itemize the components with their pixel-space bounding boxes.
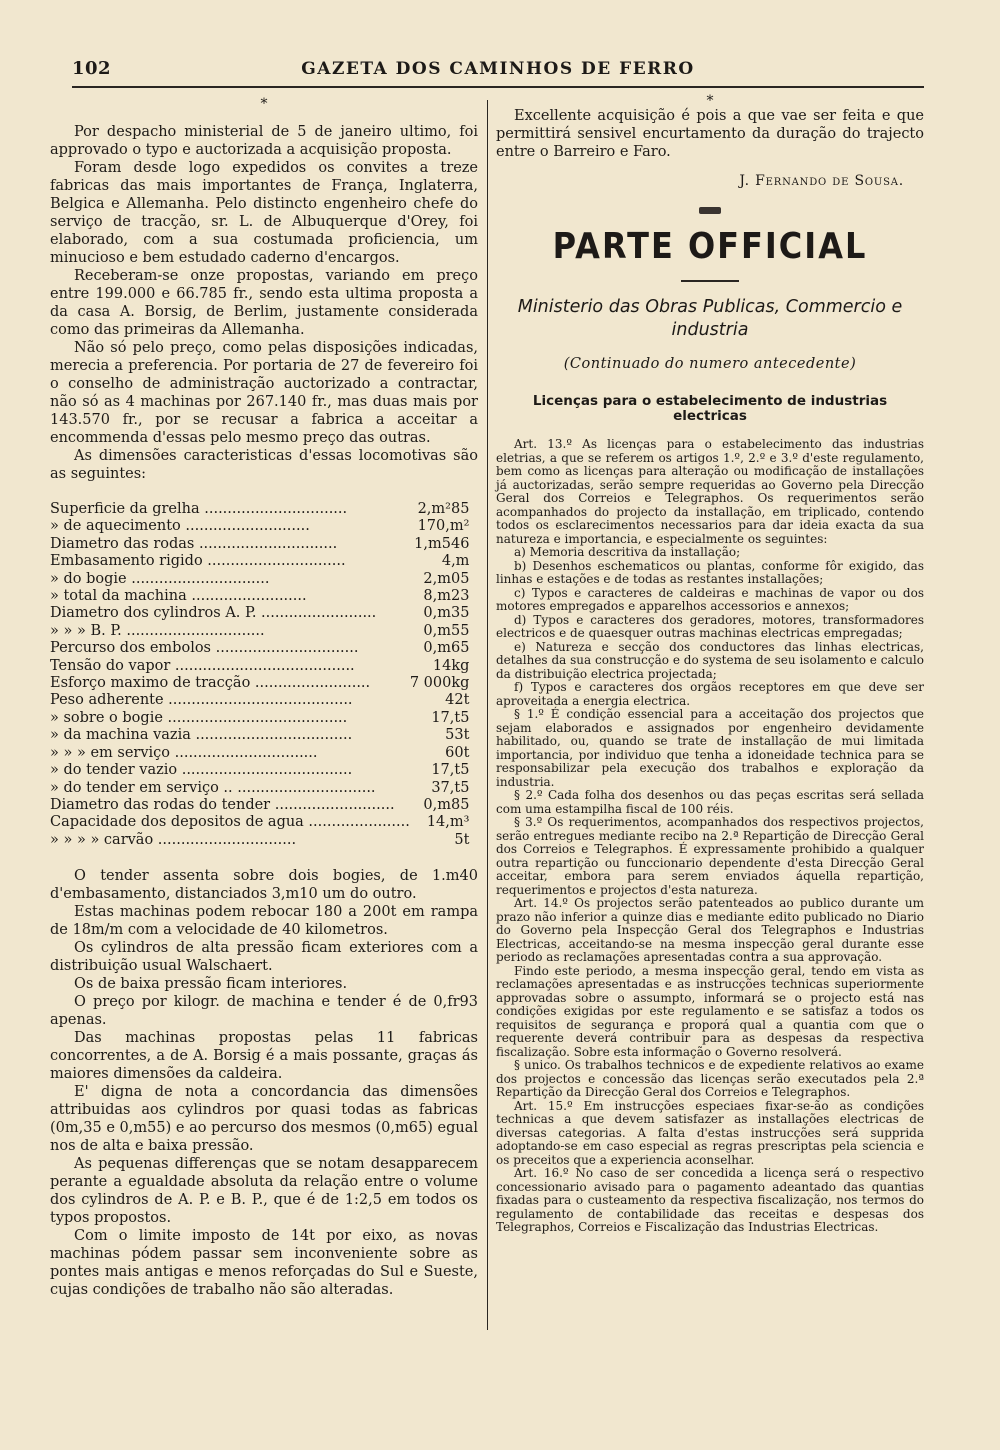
spec-row bbox=[50, 797, 481, 814]
locomotive-specs-table bbox=[50, 501, 481, 849]
law-item: d) Typos e caracteres dos geradores, motores, transformadores electricos e de quaesquer outras machinas electricas empregadas; bbox=[496, 612, 924, 640]
divider bbox=[681, 280, 739, 282]
paragraph: As pequenas differenças que se notam desapparecem perante a egualdade absoluta da relação entre o volume dos cylindros de A. P. e B. P., que é de 1:2,5 em todos os typos propostos. bbox=[50, 1156, 478, 1227]
law-paragraph: Art. 15.º Em instrucções especiaes fixar-se-ão as condições technicas a que devem satisfazer as installações electricas de diversas categorias. A falta d'estas instrucções será supprida adoptando-se em caso especial as regras prescriptas pela sciencia e os preceitos que a experiencia aconselhar. bbox=[496, 1098, 924, 1167]
spec-value: 170,m² bbox=[417, 518, 470, 535]
spec-label: Peso adherente ........................................ bbox=[50, 692, 353, 709]
law-paragraph: § 2.º Cada folha dos desenhos ou das peças escritas será sellada com uma estampilha fiscal de 100 réis. bbox=[496, 788, 924, 816]
spec-label: Embasamento rigido .............................. bbox=[50, 553, 346, 570]
spec-value: 37,t5 bbox=[431, 779, 470, 796]
left-column bbox=[50, 95, 478, 1299]
spec-value: 17,t5 bbox=[431, 709, 470, 726]
spec-row bbox=[50, 710, 481, 727]
spec-label: Superficie da grelha ............................... bbox=[50, 501, 348, 517]
spec-label: » » » em serviço ............................... bbox=[50, 744, 318, 761]
spec-value: 2,m05 bbox=[423, 570, 470, 587]
paragraph: Estas machinas podem rebocar 180 a 200t em rampa de 18m/m com a velocidade de 40 kilometros. bbox=[50, 904, 478, 939]
spec-label: Diametro das rodas do tender .......................... bbox=[50, 796, 395, 813]
ornament-icon bbox=[496, 199, 924, 218]
spec-row bbox=[50, 814, 481, 831]
spec-value: 17,t5 bbox=[431, 762, 470, 779]
law-body bbox=[496, 438, 924, 1235]
spec-row bbox=[50, 727, 481, 744]
spec-label: » da machina vazia .................................. bbox=[50, 727, 353, 744]
paragraph: Os cylindros de alta pressão ficam exteriores com a distribuição usual Walschaert. bbox=[50, 940, 478, 975]
spec-label: Percurso dos embolos ............................... bbox=[50, 640, 359, 657]
spec-label: Tensão do vapor ....................................... bbox=[50, 657, 355, 674]
column-divider bbox=[487, 100, 488, 1330]
law-item: c) Typos e caracteres de caldeiras e machinas de vapor ou dos motores empregados e apparelhos accessorios e annexos; bbox=[496, 585, 924, 613]
section-star: * bbox=[706, 93, 714, 109]
spec-value: 0,m35 bbox=[423, 605, 470, 622]
spec-value: 7 000kg bbox=[409, 675, 470, 692]
law-paragraph: Art. 14.º Os projectos serão patenteados ao publico durante um prazo não inferior a quinze dias e mediante edito publicado no Diario do Governo pela Inspecção Geral dos Telegraphos e Industrias Electricas, acceitando-se na mesma inspecção geral durante esse periodo as reclamações apresentadas contra a sua approvação. bbox=[496, 896, 924, 964]
spec-row bbox=[50, 745, 481, 762]
spec-row bbox=[50, 640, 481, 657]
spec-row bbox=[50, 780, 481, 797]
law-paragraph: Findo este periodo, a mesma inspecção geral, tendo em vista as reclamações apresentadas e as instrucções technicas superiormente approvadas sobre o assumpto, informará se o projecto está nas condições exigidas por este regulamento e se satisfaz a todos os requisitos de segurança e proporá qual a quantia com que o requerente deverá contribuir para as despesas da respectiva fiscalização. Sobre esta informação o Governo resolverá. bbox=[496, 963, 924, 1059]
law-item: a) Memoria descritiva da installação; bbox=[514, 545, 741, 559]
spec-label: » do tender em serviço .. .............................. bbox=[50, 779, 376, 796]
spec-row bbox=[50, 762, 481, 779]
law-item: f) Typos e caracteres dos orgãos receptores em que deve ser aproveitada a energia electrica. bbox=[496, 680, 924, 708]
spec-row bbox=[50, 692, 481, 709]
law-paragraph: § 3.º Os requerimentos, acompanhados dos respectivos projectos, serão entregues mediante recibo na 2.ª Repartição de Direcção Geral dos Correios e Telegraphos. É expressamente prohibido a qualquer outra repartição ou funccionario dependente d'esta Direcção Geral acceitar, embora para serem enviados áquella repartição, requerimentos e projectos d'esta natureza. bbox=[496, 815, 924, 897]
spec-row bbox=[50, 553, 481, 570]
paragraph: Não só pelo preço, como pelas disposições indicadas, merecia a preferencia. Por portaria de 27 de fevereiro foi o conselho de administração auctorizado a contractar, não só as 4 machinas por 267.140 fr., mas duas mais por 143.570 fr., por se recusar a fabrica a acceitar a encommenda d'essas pelo mesmo preço das outras. bbox=[50, 340, 478, 446]
spec-row bbox=[50, 588, 481, 605]
page-header bbox=[72, 58, 924, 88]
spec-label: Capacidade dos depositos de agua ...................... bbox=[50, 814, 410, 831]
paragraph: Os de baixa pressão ficam interiores. bbox=[74, 976, 348, 993]
spec-label: » de aquecimento ........................... bbox=[50, 518, 310, 535]
spec-value: 53t bbox=[445, 727, 470, 744]
spec-label: Diametro das rodas .............................. bbox=[50, 535, 338, 552]
spec-label: Esforço maximo de tracção ......................... bbox=[50, 675, 371, 692]
paragraph: E' digna de nota a concordancia das dimensões attribuidas aos cylindros por quasi todas as fabricas (0m,35 e 0,m55) e ao percurso dos mesmos (0,m65) egual nos de alta e baixa pressão. bbox=[50, 1084, 478, 1155]
paragraph: Excellente acquisição é pois a que vae ser feita e que permittirá sensivel encurtamento da duração do trajecto entre o Barreiro e Faro. bbox=[496, 108, 924, 160]
spec-label: » » » B. P. .............................. bbox=[50, 622, 265, 639]
spec-value: 2,m²85 bbox=[417, 501, 470, 517]
paragraph: Receberam-se onze propostas, variando em preço entre 199.000 e 66.785 fr., sendo esta ultima proposta a da casa A. Borsig, de Berlim, justamente considerada como das primeiras da Allemanha. bbox=[50, 268, 478, 338]
right-column bbox=[496, 95, 924, 1235]
paragraph: O preço por kilogr. de machina e tender é de 0,fr93 apenas. bbox=[50, 994, 478, 1029]
spec-label: » » » » carvão .............................. bbox=[50, 831, 297, 848]
spec-label: » sobre o bogie ....................................... bbox=[50, 709, 348, 726]
paragraph: Com o limite imposto de 14t por eixo, as novas machinas pódem passar sem inconveniente sobre as pontes mais antigas e menos reforçadas do Sul e Sueste, cujas condições de trabalho não são alteradas. bbox=[50, 1228, 478, 1299]
spec-row bbox=[50, 623, 481, 640]
law-heading: Licenças para o estabelecimento de industrias electricas bbox=[532, 393, 888, 424]
spec-label: » do tender vazio ..................................... bbox=[50, 762, 353, 779]
spec-value: 4,m bbox=[441, 553, 470, 570]
law-paragraph: Art. 16.º No caso de ser concedida a licença será o respectivo concessionario avisado para o pagamento adeantado das quantias fixadas para o custeamento da respectiva fiscalização, nos termos do regulamento de contabilidade das receitas e despesas dos Telegraphos, Correios e Fiscalização das Industrias Electricas. bbox=[496, 1166, 924, 1234]
paragraph: Por despacho ministerial de 5 de janeiro ultimo, foi approvado o typo e auctorizada a acquisição proposta. bbox=[50, 124, 478, 158]
paragraph: O tender assenta sobre dois bogies, de 1.m40 d'embasamento, distanciados 3,m10 um do outro. bbox=[50, 868, 478, 903]
spec-label: » total da machina ......................... bbox=[50, 588, 307, 605]
intro-block bbox=[496, 107, 924, 161]
ministry-heading: Ministerio das Obras Publicas, Commercio e industria bbox=[517, 297, 903, 340]
section-title: PARTE OFFICIAL bbox=[552, 225, 868, 267]
spec-row bbox=[50, 675, 481, 692]
spec-row bbox=[50, 658, 481, 675]
spec-row bbox=[50, 832, 481, 849]
spec-value: 42t bbox=[445, 692, 470, 709]
spec-row bbox=[50, 605, 481, 622]
law-paragraph: § unico. Os trabalhos technicos e de expediente relativos ao exame dos projectos e concessão das licenças serão executados pela 2.ª Repartição da Direcção Geral dos Correios e Telegraphos. bbox=[496, 1058, 924, 1099]
spec-value: 5t bbox=[454, 831, 470, 848]
author-signature: J. Fernando de Sousa. bbox=[739, 173, 904, 189]
spec-label: » do bogie .............................. bbox=[50, 570, 270, 587]
spec-row bbox=[50, 518, 481, 535]
paragraph: Foram desde logo expedidos os convites a treze fabricas das mais importantes de França, Inglaterra, Belgica e Allemanha. Pelo distincto engenheiro chefe do serviço de tracção, sr. L. de Albuquerque d'Orey, foi elaborado, com a sua costumada proficiencia, um minucioso e bem estudado caderno d'encargos. bbox=[50, 160, 478, 266]
law-paragraph: Art. 13.º As licenças para o estabelecimento das industrias eletrias, a que se referem os artigos 1.º, 2.º e 3.º d'este regulamento, bem como as licenças para alteração ou modificação de installações já auctorizadas, serão sempre requeridas ao Governo pela Direcção Geral dos Correios e Telegraphos. Os requerimentos serão acompanhados do projecto da installação, em triplicado, contendo todos os esclarecimentos necessarios para dar ideia exacta da sua natureza e importancia, e especialmente os seguintes: bbox=[496, 437, 924, 546]
spec-value: 14,m³ bbox=[426, 814, 470, 831]
spec-label: Diametro dos cylindros A. P. ......................... bbox=[50, 605, 377, 622]
spec-value: 60t bbox=[445, 744, 470, 761]
spec-row bbox=[50, 536, 481, 553]
section-star: * bbox=[260, 96, 268, 112]
spec-value: 0,m65 bbox=[423, 640, 470, 657]
law-item: b) Desenhos eschematicos ou plantas, conforme fôr exigido, das linhas e estações e de todas as restantes installações; bbox=[496, 558, 924, 586]
continued-note: (Continuado do numero antecedente) bbox=[563, 356, 857, 372]
spec-value: 0,m55 bbox=[423, 622, 470, 639]
paragraph: Das machinas propostas pelas 11 fabricas concorrentes, a de A. Borsig é a mais possante, graças ás maiores dimensões da caldeira. bbox=[50, 1030, 478, 1083]
journal-title: GAZETA DOS CAMINHOS DE FERRO bbox=[301, 59, 695, 79]
spec-value: 0,m85 bbox=[423, 796, 470, 813]
law-paragraph: § 1.º É condição essencial para a acceitação dos projectos que sejam elaborados e assignados por engenheiro devidamente habilitado, ou, quando se trate de installação de mui limitada importancia, por individuo que tenha a idoneidade technica para se responsabilizar pela execução dos trabalhos e exploração da industria. bbox=[496, 707, 924, 789]
page-number: 102 bbox=[72, 58, 112, 79]
law-item: e) Natureza e secção dos conductores das linhas electricas, detalhes da sua construcção e do systema de seu isolamento e calculo da distribuição electrica projectada; bbox=[496, 639, 924, 681]
spec-value: 8,m23 bbox=[423, 588, 470, 605]
spec-row bbox=[50, 571, 481, 588]
spec-value: 14kg bbox=[432, 657, 470, 674]
paragraph: As dimensões caracteristicas d'essas locomotivas são as seguintes: bbox=[50, 448, 478, 482]
spec-row bbox=[50, 501, 481, 518]
spec-value: 1,m546 bbox=[414, 535, 470, 552]
